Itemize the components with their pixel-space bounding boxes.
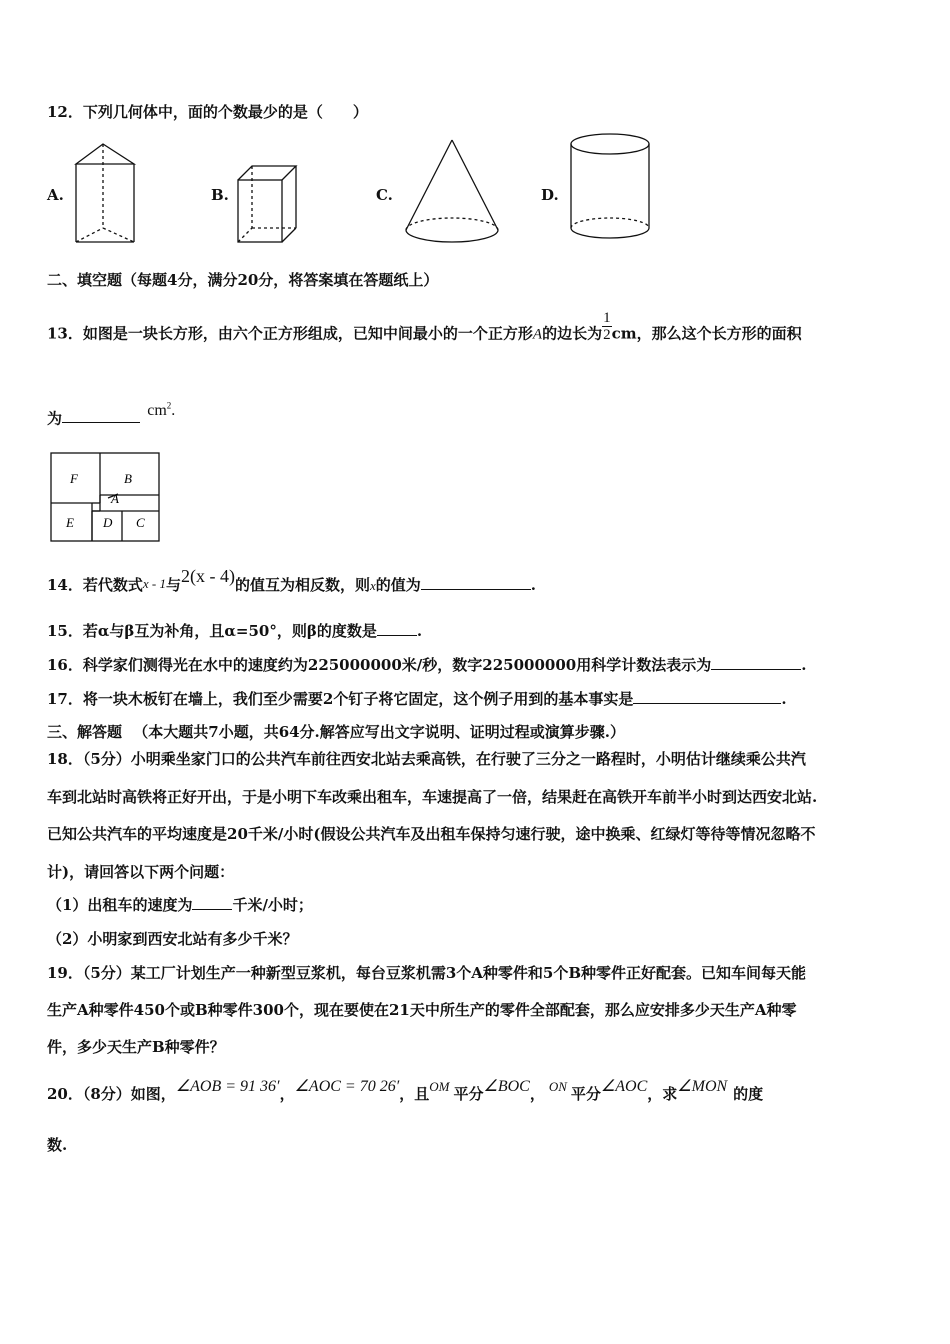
option-d-label: D. bbox=[541, 186, 559, 204]
rectangular-prism-figure bbox=[232, 160, 300, 246]
q14-tail: . bbox=[530, 576, 537, 594]
q18-sub1-b: 千米/小时； bbox=[232, 896, 313, 914]
q18-line4: 计)，请回答以下两个问题： bbox=[47, 863, 235, 881]
square-label-c: C bbox=[136, 515, 145, 530]
q20-angle-mon: ∠MON bbox=[677, 1078, 728, 1095]
q20-om: OM bbox=[429, 1079, 450, 1094]
q20-line2: 数. bbox=[47, 1136, 68, 1154]
q13-unit: $cm^2$. bbox=[147, 401, 176, 420]
square-label-a: A bbox=[111, 491, 119, 506]
q18-sub2: （2）小明家到西安北站有多少千米？ bbox=[47, 930, 298, 948]
q17-line bbox=[47, 689, 910, 709]
q15-tail: . bbox=[416, 622, 423, 640]
q13-line2 bbox=[47, 401, 910, 429]
q20-angle-aoc-2: ∠AOC bbox=[600, 1078, 648, 1095]
q14-var-x: x bbox=[370, 578, 376, 593]
q15-text: 15．若α与β互为补角，且α=50°，则β的度数是 bbox=[47, 622, 377, 640]
q13-part1: 13．如图是一块长方形，由六个正方形组成，已知中间最小的一个正方形 bbox=[47, 324, 533, 343]
option-a-label: A. bbox=[47, 186, 64, 204]
cylinder-figure bbox=[566, 128, 654, 248]
q16-line bbox=[47, 655, 910, 675]
q12-stem: 12．下列几何体中，面的个数最少的是（ ） bbox=[47, 103, 368, 121]
section3-note: （本大题共7小题，共64分.解答应写出文字说明、证明过程或演算步骤.） bbox=[133, 723, 626, 741]
q14-part4: 的值为 bbox=[375, 576, 421, 594]
q20-part1: 20．（8分）如图， bbox=[47, 1085, 176, 1103]
q20-line1 bbox=[47, 1078, 910, 1105]
q16-text: 16．科学家们测得光在水中的速度约为225000000米/秒，数字225000000用科学计数法表示为 bbox=[47, 656, 712, 674]
option-c-label: C. bbox=[376, 186, 393, 204]
q20-part5: ，求 bbox=[647, 1085, 678, 1103]
q19-line3: 件，多少天生产B种零件？ bbox=[47, 1038, 225, 1056]
q17-text: 17．将一块木板钉在墙上，我们至少需要2个钉子将它固定，这个例子用到的基本事实是 bbox=[47, 690, 634, 708]
q13-part3: cm，那么这个长方形的面积 bbox=[611, 324, 802, 343]
q19-line1: 19．（5分）某工厂计划生产一种新型豆浆机，每台豆浆机需3个A种零件和5个B种零件正好配套。已知车间每天能 bbox=[47, 964, 807, 982]
square-label-e: E bbox=[66, 515, 74, 530]
q15-line bbox=[47, 621, 910, 641]
q20-part3: 平分 bbox=[453, 1085, 484, 1103]
q13-part4: 为 bbox=[47, 409, 63, 428]
section3-heading-line bbox=[47, 722, 910, 742]
q20-part6: 的度 bbox=[733, 1085, 764, 1103]
square-label-f: F bbox=[70, 471, 78, 486]
q13-var-a: A bbox=[532, 326, 543, 343]
square-label-b: B bbox=[124, 471, 132, 486]
q14-part1: 14．若代数式 bbox=[47, 576, 143, 594]
q18-line2: 车到北站时高铁将正好开出，于是小明下车改乘出租车，车速提高了一倍，结果赶在高铁开车前半小时到达西安北站. bbox=[47, 788, 818, 806]
q17-tail: . bbox=[781, 690, 787, 708]
square-label-d: D bbox=[103, 515, 113, 530]
q13-line1 bbox=[47, 310, 910, 351]
q14-expr2: 2(x - 4) bbox=[181, 566, 235, 586]
q13-part2: 的边长为 bbox=[542, 324, 603, 343]
q20-part2: ，且 bbox=[399, 1085, 430, 1103]
q20-on: ON bbox=[548, 1079, 567, 1094]
q16-answer-blank[interactable] bbox=[711, 655, 801, 670]
triangular-prism-figure bbox=[68, 138, 140, 248]
q20-sep1: ， bbox=[279, 1085, 295, 1103]
q20-angle-boc: ∠BOC bbox=[483, 1078, 530, 1095]
q17-answer-blank[interactable] bbox=[633, 689, 781, 704]
q18-sub1 bbox=[47, 895, 910, 915]
q14-part3: 的值互为相反数，则 bbox=[234, 576, 370, 594]
q14-part2: 与 bbox=[165, 576, 181, 594]
q20-sep2: ， bbox=[529, 1085, 545, 1103]
q13-frac-den: 2 bbox=[603, 327, 611, 343]
q18-line3: 已知公共汽车的平均速度是20千米/小时(假设公共汽车及出租车保持匀速行驶，途中换乘、红绿灯等待等情况忽略不 bbox=[47, 825, 816, 843]
q13-answer-blank[interactable] bbox=[62, 408, 140, 423]
squares-figure bbox=[48, 450, 164, 544]
q14-expr1: x - 1 bbox=[142, 576, 166, 591]
q13-frac-num: 1 bbox=[603, 310, 611, 326]
option-b-label: B. bbox=[211, 186, 229, 204]
q20-part4: 平分 bbox=[570, 1085, 601, 1103]
q18-sub1-blank[interactable] bbox=[192, 895, 232, 910]
q19-line2: 生产A种零件450个或B种零件300个，现在要使在21天中所生产的零件全部配套，那么应安排多少天生产A种零 bbox=[47, 1001, 797, 1019]
section2-heading: 二、填空题（每题4分，满分20分，将答案填在答题纸上） bbox=[47, 271, 439, 289]
q13-fraction bbox=[602, 310, 612, 343]
q20-angle-aoc: ∠AOC = 70 26′ bbox=[294, 1078, 400, 1095]
q14-answer-blank[interactable] bbox=[421, 575, 531, 590]
q18-sub1-a: （1）出租车的速度为 bbox=[47, 896, 193, 914]
q20-angle-aob: ∠AOB = 91 36′ bbox=[175, 1078, 280, 1095]
q18-line1: 18．（5分）小明乘坐家门口的公共汽车前往西安北站去乘高铁，在行驶了三分之一路程时，小明估计继续乘公共汽 bbox=[47, 750, 806, 768]
q16-tail: . bbox=[801, 656, 807, 674]
q15-answer-blank[interactable] bbox=[377, 621, 417, 636]
section3-heading: 三、解答题 bbox=[47, 723, 123, 741]
cone-figure bbox=[400, 134, 504, 250]
q14-line bbox=[47, 566, 910, 596]
